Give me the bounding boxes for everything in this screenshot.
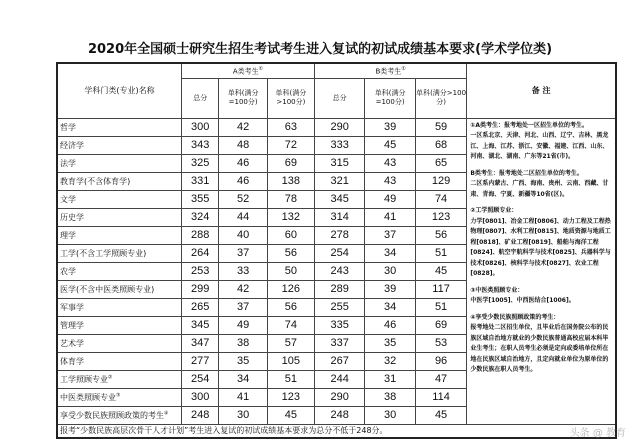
category-name: 体育学 — [57, 352, 181, 370]
watermark: 头条 @ 教育 — [569, 428, 626, 439]
score-b-total: 244 — [314, 370, 364, 388]
b-single-gt100-header: 单科(满分>100分) — [415, 78, 467, 118]
score-a-single-gt100: 45 — [267, 406, 314, 424]
score-b-single-gt100: 123 — [415, 208, 467, 226]
score-b-total: 337 — [314, 334, 364, 352]
score-b-total: 267 — [314, 352, 364, 370]
score-b-total: 290 — [314, 388, 364, 406]
remark-line: 力学[0801]、冶金工程[0806]、动力工程及工程热物理[0807]、水利工程[0815]、地质资源与地质工程[0818]、矿业工程[0819]、船舶与海洋工程[0824]、航空宇航科学与技术[0825]、兵器科学与技术[0826]、核科学与技术[0827]、农业工程[0828]。 — [470, 217, 611, 277]
score-a-total: 347 — [181, 334, 219, 352]
remark-line: 一区系北京、天津、河北、山西、辽宁、吉林、黑龙江、上海、江苏、浙江、安徽、福建、江西、山东、河南、湖北、湖南、广东等21省(市)。 — [470, 132, 609, 160]
score-b-single100: 43 — [365, 154, 415, 172]
score-a-single100: 34 — [219, 370, 267, 388]
score-b-single-gt100: 69 — [415, 316, 467, 334]
score-b-single-gt100: 114 — [415, 388, 467, 406]
score-b-single100: 31 — [365, 370, 415, 388]
page-title: 2020年全国硕士研究生招生考试考生进入复试的初试成绩基本要求(学术学位类) — [87, 42, 553, 57]
score-a-single-gt100: 138 — [267, 172, 314, 190]
score-a-single100: 33 — [219, 262, 267, 280]
score-a-total: 299 — [181, 280, 219, 298]
a-single100-header: 单科(满分=100分) — [219, 78, 267, 118]
score-b-total: 314 — [314, 208, 364, 226]
score-a-single-gt100: 105 — [267, 352, 314, 370]
score-b-single100: 30 — [365, 406, 415, 424]
score-b-total: 290 — [314, 118, 364, 136]
score-b-single100: 35 — [365, 334, 415, 352]
category-name: 教育学(不含体育学) — [57, 172, 181, 190]
category-name: 哲学 — [57, 118, 181, 136]
score-b-total: 278 — [314, 226, 364, 244]
score-b-total: 255 — [314, 298, 364, 316]
score-b-single100: 46 — [365, 316, 415, 334]
score-a-total: 265 — [181, 298, 219, 316]
score-a-total: 331 — [181, 172, 219, 190]
score-a-single-gt100: 51 — [267, 370, 314, 388]
score-b-single100: 38 — [365, 388, 415, 406]
score-a-total: 288 — [181, 226, 219, 244]
score-a-single-gt100: 50 — [267, 262, 314, 280]
score-a-single100: 37 — [219, 298, 267, 316]
score-b-single100: 43 — [365, 172, 415, 190]
category-name: 军事学 — [57, 298, 181, 316]
score-a-total: 325 — [181, 154, 219, 172]
score-b-single-gt100: 74 — [415, 190, 467, 208]
score-a-single100: 40 — [219, 226, 267, 244]
category-name: 医学(不含中医类照顾专业) — [57, 280, 181, 298]
score-a-single-gt100: 126 — [267, 280, 314, 298]
score-b-single100: 34 — [365, 298, 415, 316]
category-name: 法学 — [57, 154, 181, 172]
score-b-single-gt100: 96 — [415, 352, 467, 370]
remark-line: 中医学[1005]、中西医结合[1006]。 — [470, 297, 575, 304]
score-a-single100: 30 — [219, 406, 267, 424]
zone-a-header: A类考生① — [181, 63, 314, 78]
score-b-total: 289 — [314, 280, 364, 298]
category-name: 工学(不含工学照顾专业) — [57, 244, 181, 262]
score-table — [56, 62, 617, 439]
score-b-single100: 45 — [365, 136, 415, 154]
score-b-single-gt100: 47 — [415, 370, 467, 388]
score-b-single100: 37 — [365, 226, 415, 244]
zone-b-header: B类考生① — [314, 63, 466, 78]
score-b-single100: 39 — [365, 280, 415, 298]
score-b-single100: 41 — [365, 208, 415, 226]
b-single100-header: 单科(满分=100分) — [365, 78, 415, 118]
remarks-header: 备 注 — [467, 63, 616, 118]
score-a-single-gt100: 72 — [267, 136, 314, 154]
score-a-single100: 41 — [219, 388, 267, 406]
score-a-single100: 35 — [219, 352, 267, 370]
score-b-single-gt100: 53 — [415, 334, 467, 352]
category-name: 理学 — [57, 226, 181, 244]
score-a-single-gt100: 74 — [267, 316, 314, 334]
score-b-total: 243 — [314, 262, 364, 280]
score-a-total: 324 — [181, 208, 219, 226]
score-b-single-gt100: 59 — [415, 118, 467, 136]
category-name: 艺术学 — [57, 334, 181, 352]
score-a-single-gt100: 63 — [267, 118, 314, 136]
score-b-single-gt100: 45 — [415, 262, 467, 280]
score-a-total: 343 — [181, 136, 219, 154]
score-a-total: 300 — [181, 388, 219, 406]
score-b-single-gt100: 51 — [415, 298, 467, 316]
score-a-single-gt100: 60 — [267, 226, 314, 244]
remark-line: 报考地处二区招生单位，且毕业后在国务院公布的民族区域自治地方就业的少数民族普通高校应届本科毕业生考生；在职人员考生必须是定向或委培单位所在地在民族区域自治地方，且定向就业单位为原单位的少数民族在职人员考生。 — [470, 324, 609, 373]
score-b-single-gt100: 45 — [415, 406, 467, 424]
category-name: 经济学 — [57, 136, 181, 154]
category-name: 历史学 — [57, 208, 181, 226]
score-a-single-gt100: 56 — [267, 298, 314, 316]
category-name: 文学 — [57, 190, 181, 208]
score-a-total: 345 — [181, 316, 219, 334]
score-b-single100: 49 — [365, 190, 415, 208]
score-a-total: 254 — [181, 370, 219, 388]
score-a-single-gt100: 123 — [267, 388, 314, 406]
score-a-single-gt100: 132 — [267, 208, 314, 226]
remark-line: B类考生：报考地处二区招生单位的考生。 — [470, 169, 583, 177]
score-a-single100: 37 — [219, 244, 267, 262]
score-a-single100: 48 — [219, 136, 267, 154]
category-name: 农学 — [57, 262, 181, 280]
remark-line: 二区系内蒙古、广西、海南、贵州、云南、西藏、甘肃、青海、宁夏、新疆等10省(区)。 — [470, 180, 609, 198]
score-b-single-gt100: 129 — [415, 172, 467, 190]
score-a-total: 300 — [181, 118, 219, 136]
score-b-single-gt100: 65 — [415, 154, 467, 172]
score-a-total: 264 — [181, 244, 219, 262]
score-b-single-gt100: 117 — [415, 280, 467, 298]
remark-line: ②工学照顾专业： — [470, 207, 518, 214]
score-a-single100: 49 — [219, 316, 267, 334]
score-a-single100: 44 — [219, 208, 267, 226]
category-header: 学科门类(专业)名称 — [57, 63, 181, 118]
category-name: 享受少数民族照顾政策的考生④ — [57, 406, 181, 424]
category-name: 管理学 — [57, 316, 181, 334]
score-b-total: 333 — [314, 136, 364, 154]
score-a-total: 253 — [181, 262, 219, 280]
score-b-single100: 34 — [365, 244, 415, 262]
score-b-single100: 39 — [365, 118, 415, 136]
score-a-single100: 46 — [219, 154, 267, 172]
score-a-single100: 52 — [219, 190, 267, 208]
b-total-header: 总分 — [314, 78, 364, 118]
score-b-total: 254 — [314, 244, 364, 262]
remarks-notes — [467, 118, 616, 424]
score-b-total: 335 — [314, 316, 364, 334]
score-a-single100: 42 — [219, 280, 267, 298]
score-b-single-gt100: 68 — [415, 136, 467, 154]
remark-line: ③中医类照顾专业： — [470, 286, 524, 294]
score-a-single-gt100: 56 — [267, 244, 314, 262]
score-a-single-gt100: 69 — [267, 154, 314, 172]
category-name: 工学照顾专业② — [57, 370, 181, 388]
a-single-gt100-header: 单科(满分>100分) — [267, 78, 314, 118]
score-b-single100: 30 — [365, 262, 415, 280]
score-b-total: 345 — [314, 190, 364, 208]
score-a-single100: 42 — [219, 118, 267, 136]
table-row — [57, 118, 616, 136]
score-b-total: 315 — [314, 154, 364, 172]
score-a-total: 248 — [181, 406, 219, 424]
score-a-total: 355 — [181, 190, 219, 208]
footnote: 报考“少数民族高层次骨干人才计划”考生进入复试的初试成绩基本要求为总分不低于248分。 — [57, 424, 616, 438]
score-a-single100: 38 — [219, 334, 267, 352]
score-b-single-gt100: 56 — [415, 226, 467, 244]
score-b-single-gt100: 51 — [415, 244, 467, 262]
score-b-single100: 32 — [365, 352, 415, 370]
score-a-single100: 46 — [219, 172, 267, 190]
score-b-total: 248 — [314, 406, 364, 424]
remark-line: ①A类考生：报考地处一区招生单位的考生。 — [470, 121, 589, 129]
remark-line: ④享受少数民族照顾政策的考生： — [470, 313, 560, 321]
category-name: 中医类照顾专业③ — [57, 388, 181, 406]
score-a-total: 277 — [181, 352, 219, 370]
a-total-header: 总分 — [181, 78, 219, 118]
score-a-single-gt100: 57 — [267, 334, 314, 352]
score-b-total: 321 — [314, 172, 364, 190]
score-a-single-gt100: 78 — [267, 190, 314, 208]
